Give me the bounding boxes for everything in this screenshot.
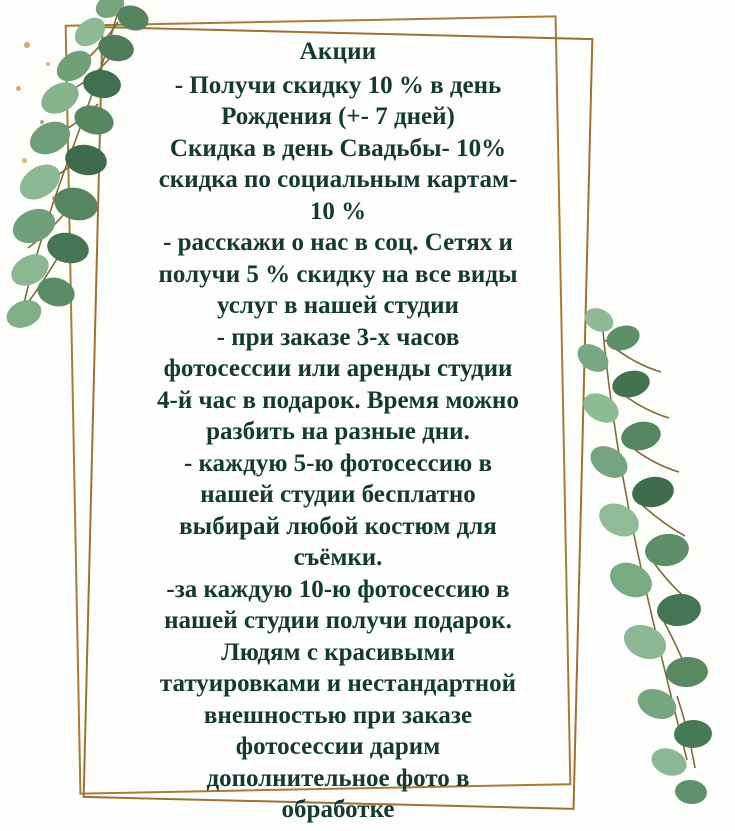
promo-line: фотосессии дарим <box>235 733 441 760</box>
promo-line: - при заказе 3-х часов <box>216 323 460 351</box>
promo-line: нашей студии бесплатно <box>200 481 476 508</box>
promo-line: выбирай любой костюм для <box>179 512 497 540</box>
promo-line: Людям с красивыми <box>221 638 455 666</box>
page-title: Акции <box>299 38 377 65</box>
promo-line: внешностью при заказе <box>203 701 473 729</box>
promo-line: съёмки. <box>293 544 383 571</box>
poster-text-block <box>108 36 568 826</box>
gold-speck <box>16 86 21 91</box>
gold-speck <box>40 120 44 124</box>
promo-line: 10 % <box>309 197 367 225</box>
gold-speck <box>18 232 23 237</box>
promo-line: Рождения (+- 7 дней) <box>221 103 455 130</box>
gold-speck <box>52 196 56 200</box>
gold-speck <box>24 42 30 48</box>
promo-line: дополнительное фото в <box>206 764 470 792</box>
promo-line: - расскажи о нас в соц. Сетях и <box>163 229 513 256</box>
promo-line: Скидка в день Свадьбы- 10% <box>169 134 507 162</box>
promo-line: получи 5 % скидку на все виды <box>158 260 518 288</box>
promo-line: татуировками и нестандартной <box>159 670 517 697</box>
gold-speck <box>46 62 50 66</box>
promo-line: обработке <box>281 796 395 823</box>
promo-line: фотосессии или аренды студии <box>163 355 513 382</box>
gold-speck <box>22 158 27 163</box>
promo-line: - каждую 5-ю фотосессию в <box>183 449 493 477</box>
promo-line: 4-й час в подарок. Время можно <box>157 386 519 414</box>
promo-line: -за каждую 10-ю фотосессию в <box>166 575 510 603</box>
promo-line: - Получи скидку 10 % в день <box>174 71 502 99</box>
promo-line: скидка по социальным картам- <box>158 166 518 193</box>
promo-line: разбить на разные дни. <box>206 418 470 445</box>
promo-line: нашей студии получи подарок. <box>164 607 512 634</box>
promo-line: услуг в нашей студии <box>217 292 459 319</box>
